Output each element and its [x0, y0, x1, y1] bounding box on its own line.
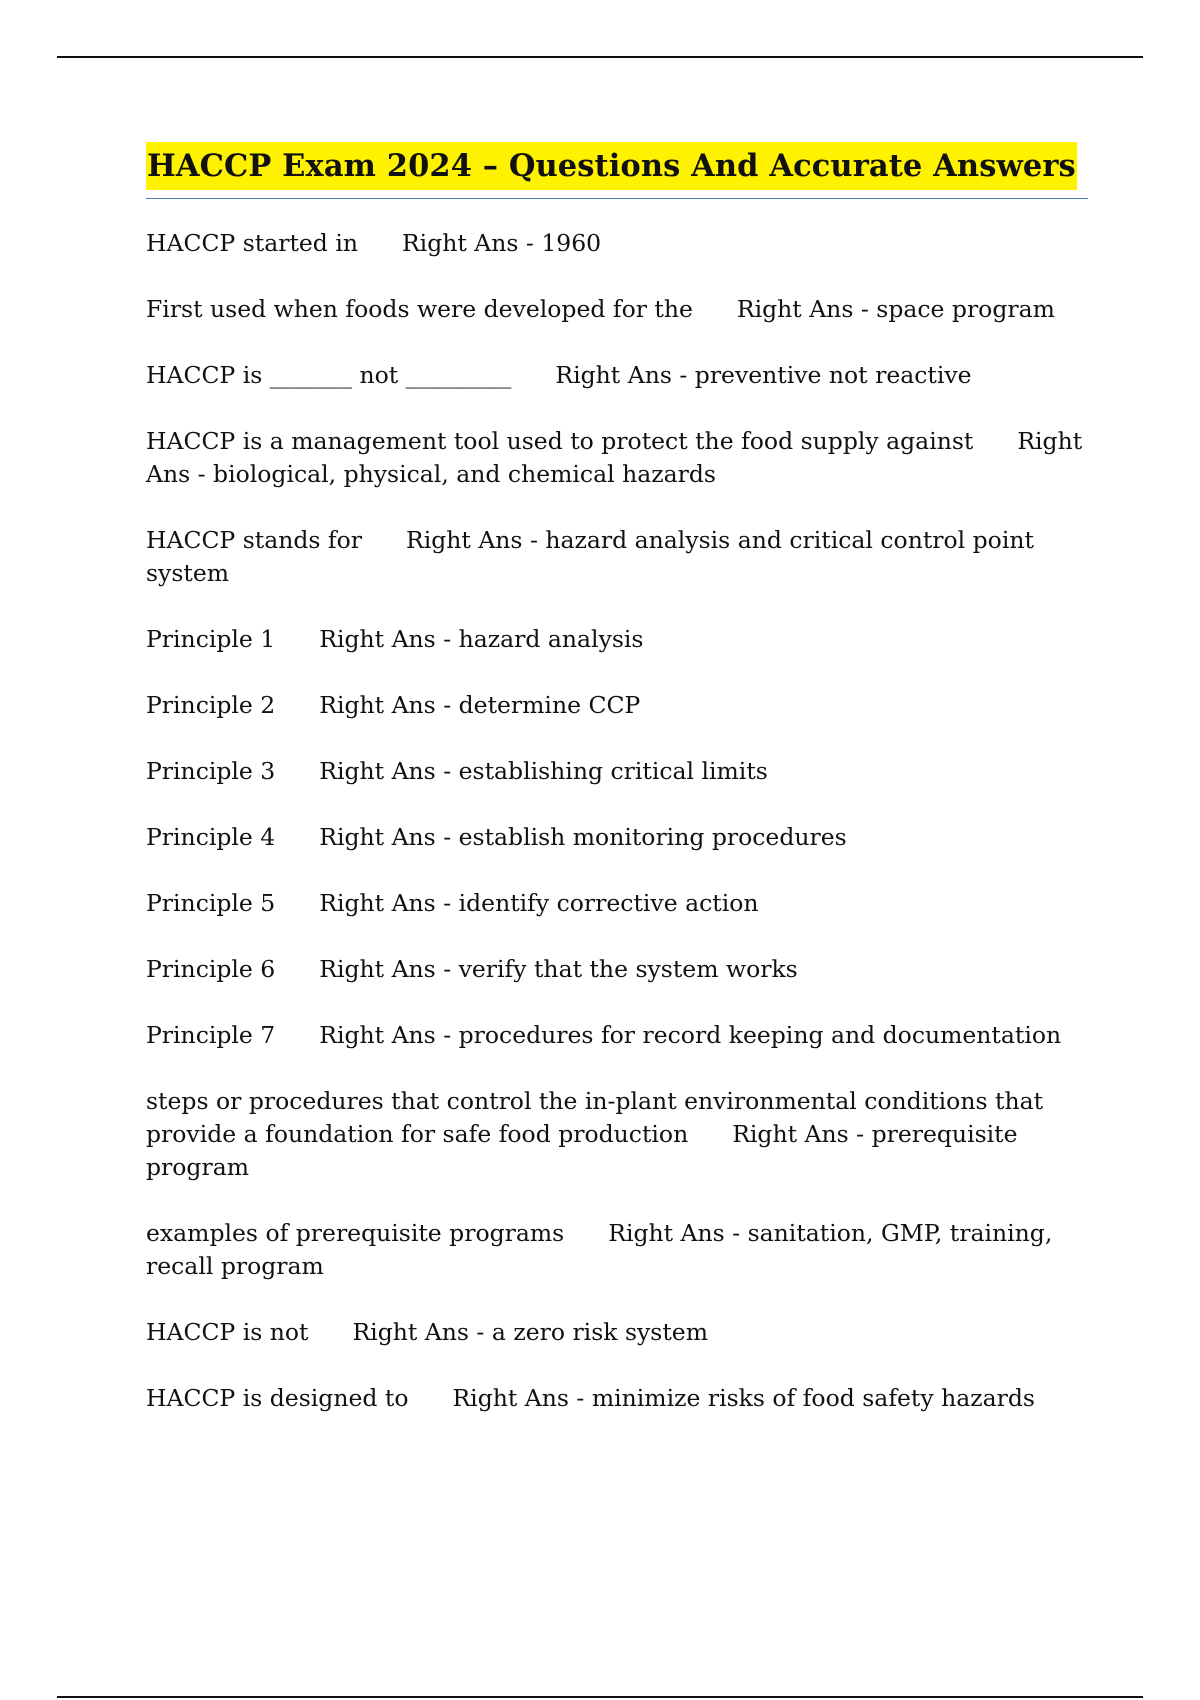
- qa-item: [146, 425, 1088, 491]
- qa-item: [146, 953, 1088, 986]
- qa-question: Principle 2: [146, 691, 276, 719]
- qa-item: [146, 821, 1088, 854]
- qa-question: HACCP stands for: [146, 526, 363, 554]
- page-top-rule: [57, 56, 1143, 58]
- qa-answer: Right Ans - verify that the system works: [319, 955, 798, 983]
- document-body: [146, 142, 1088, 1448]
- title-block: [146, 142, 1088, 199]
- qa-answer: Right Ans - hazard analysis and critical control point system: [146, 526, 1042, 587]
- qa-question: Principle 3: [146, 757, 276, 785]
- qa-item: [146, 755, 1088, 788]
- qa-question: Principle 5: [146, 889, 276, 917]
- qa-answer: Right Ans - space program: [736, 295, 1055, 323]
- qa-answer: Right Ans - preventive not reactive: [555, 361, 972, 389]
- qa-question: HACCP is a management tool used to protect the food supply against: [146, 427, 974, 455]
- qa-question: Principle 6: [146, 955, 276, 983]
- qa-item: [146, 623, 1088, 656]
- qa-question: Principle 7: [146, 1021, 276, 1049]
- qa-question: HACCP is designed to: [146, 1384, 409, 1412]
- qa-answer: Right Ans - procedures for record keeping and documentation: [319, 1021, 1062, 1049]
- qa-question: Principle 1: [146, 625, 276, 653]
- qa-question: HACCP started in: [146, 229, 358, 257]
- qa-answer: Right Ans - establish monitoring procedures: [319, 823, 847, 851]
- qa-answer: Right Ans - establishing critical limits: [319, 757, 768, 785]
- qa-answer: Right Ans - determine CCP: [319, 691, 641, 719]
- qa-list: [146, 227, 1088, 1415]
- qa-answer: Right Ans - 1960: [401, 229, 602, 257]
- qa-item: [146, 1019, 1088, 1052]
- page-bottom-rule: [57, 1696, 1143, 1698]
- qa-question: steps or procedures that control the in-plant environmental conditions that provide a foundation for safe food production: [146, 1087, 1051, 1148]
- qa-item: [146, 524, 1088, 590]
- qa-answer: Right Ans - a zero risk system: [352, 1318, 709, 1346]
- qa-item: [146, 293, 1088, 326]
- qa-item: [146, 1085, 1088, 1184]
- qa-answer: Right Ans - sanitation, GMP, training, recall program: [146, 1219, 1060, 1280]
- qa-question: Principle 4: [146, 823, 276, 851]
- qa-answer: Right Ans - prerequisite program: [146, 1120, 1025, 1181]
- qa-item: [146, 887, 1088, 920]
- qa-question: First used when foods were developed for the: [146, 295, 693, 323]
- qa-question: examples of prerequisite programs: [146, 1219, 565, 1247]
- qa-question: HACCP is not: [146, 1318, 309, 1346]
- qa-answer: Right Ans - hazard analysis: [319, 625, 644, 653]
- qa-item: [146, 359, 1088, 392]
- qa-answer: Right Ans - identify corrective action: [319, 889, 759, 917]
- qa-item: [146, 689, 1088, 722]
- qa-item: [146, 1316, 1088, 1349]
- qa-item: [146, 1217, 1088, 1283]
- qa-question: HACCP is _______ not _________: [146, 361, 512, 389]
- document-title: HACCP Exam 2024 – Questions And Accurate Answers: [146, 142, 1077, 190]
- qa-answer: Right Ans - biological, physical, and chemical hazards: [146, 427, 1090, 488]
- qa-item: [146, 227, 1088, 260]
- qa-item: [146, 1382, 1088, 1415]
- qa-answer: Right Ans - minimize risks of food safety hazards: [452, 1384, 1035, 1412]
